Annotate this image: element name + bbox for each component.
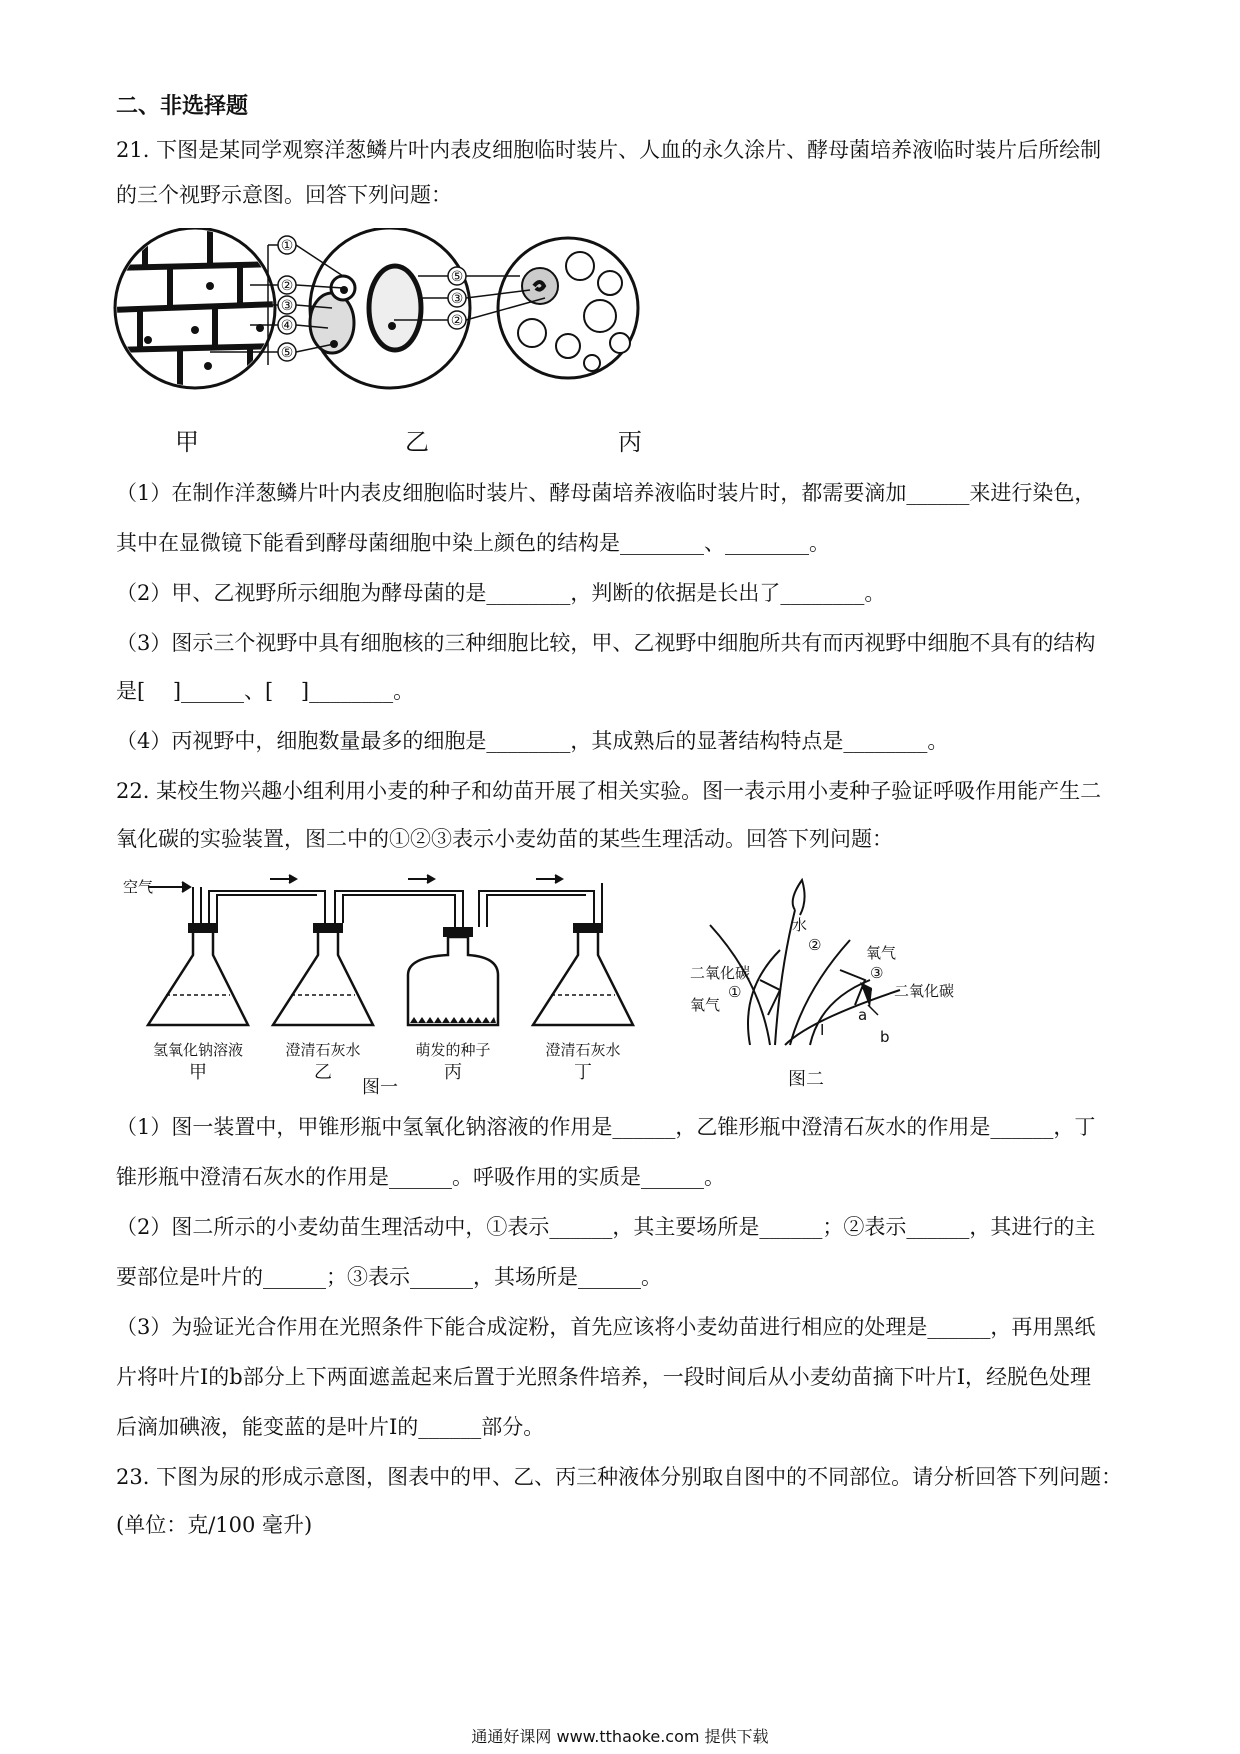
- fig2-num-1: ①: [728, 983, 742, 1001]
- q22-stem-line1: 22. 某校生物兴趣小组利用小麦的种子和幼苗开展了相关实验。图一表示用小麦种子验证呼吸作用能产生二: [116, 779, 1102, 803]
- fig2-o2-left: 氧气: [690, 996, 721, 1014]
- q21-part2: （2）甲、乙视野所示细胞为酵母菌的是________，判断的依据是长出了________。: [116, 581, 886, 605]
- q22-figure-1-apparatus: [118, 865, 678, 1095]
- flask-ding-name: 丁: [574, 1062, 592, 1083]
- q23-stem-line2: (单位：克/100 毫升): [116, 1513, 313, 1537]
- section-title: 二、非选择题: [116, 94, 249, 119]
- q21-part1-line2: 其中在显微镜下能看到酵母菌细胞中染上颜色的结构是________、________。: [116, 531, 830, 555]
- q21-part3-line1: （3）图示三个视野中具有细胞核的三种细胞比较，甲、乙视野中细胞所共有而丙视野中细胞不具有的结构: [116, 631, 1096, 655]
- q21-stem-line1: 21. 下图是某同学观察洋葱鳞片叶内表皮细胞临时装片、人血的永久涂片、酵母菌培养液临时装片后所绘制: [116, 138, 1102, 162]
- fig2-num-2: ②: [808, 936, 822, 954]
- q22-part2-line1: （2）图二所示的小麦幼苗生理活动中，①表示______，其主要场所是______；②表示______，其进行的主: [116, 1215, 1096, 1239]
- flask-yi-name: 乙: [314, 1062, 332, 1083]
- q22-part3-line2: 片将叶片I的b部分上下两面遮盖起来后置于光照条件培养，一段时间后从小麦幼苗摘下叶片I，经脱色处理: [116, 1365, 1092, 1389]
- flask-bing-content: 萌发的种子: [415, 1041, 491, 1059]
- q21-stem-line2: 的三个视野示意图。回答下列问题：: [116, 183, 452, 207]
- field-yi: [310, 228, 470, 388]
- caption-jia: 甲: [175, 428, 199, 456]
- q22-figure-2-wheat: [690, 870, 980, 1095]
- label-5-right: ⑤: [450, 269, 464, 285]
- fig2-o2-right: 氧气: [866, 944, 897, 962]
- fig2-caption: 图二: [788, 1069, 824, 1090]
- q21-part1-line1: （1）在制作洋葱鳞片叶内表皮细胞临时装片、酵母菌培养液临时装片时，都需要滴加______来进行染色，: [116, 481, 1096, 505]
- flask-bing-name: 丙: [444, 1062, 462, 1083]
- q21-microscope-figure: [100, 228, 720, 463]
- label-3: ③: [280, 298, 294, 314]
- label-4: ④: [280, 318, 294, 334]
- flask-ding-content: 澄清石灰水: [545, 1041, 621, 1059]
- q22-stem-line2: 氧化碳的实验装置，图二中的①②③表示小麦幼苗的某些生理活动。回答下列问题：: [116, 827, 893, 851]
- page-footer: 通通好课网 www.tthaoke.com 提供下载: [471, 1727, 769, 1746]
- q21-part4: （4）丙视野中，细胞数量最多的细胞是________，其成熟后的显著结构特点是________。: [116, 729, 949, 753]
- fig2-co2-right: 二氧化碳: [894, 982, 955, 1000]
- label-5: ⑤: [280, 345, 294, 361]
- label-3-right: ③: [450, 291, 464, 307]
- flask-jia-name: 甲: [189, 1062, 207, 1083]
- q22-part3-line3: 后滴加碘液，能变蓝的是叶片I的______部分。: [116, 1415, 545, 1439]
- q23-stem-line1: 23. 下图为尿的形成示意图，图表中的甲、乙、丙三种液体分别取自图中的不同部位。请分析回答下列问题：: [116, 1465, 1123, 1489]
- fig1-caption: 图一: [362, 1077, 398, 1095]
- q22-part1-line2: 锥形瓶中澄清石灰水的作用是______。呼吸作用的实质是______。: [116, 1165, 725, 1189]
- q22-part3-line1: （3）为验证光合作用在光照条件下能合成淀粉，首先应该将小麦幼苗进行相应的处理是______，再用黑纸: [116, 1315, 1096, 1339]
- label-1: ①: [280, 238, 294, 254]
- fig2-label-a: a: [858, 1006, 868, 1024]
- q21-part3-line2: 是[ ]______、[ ]________。: [116, 679, 415, 703]
- field-bing: [498, 238, 638, 378]
- caption-yi: 乙: [405, 428, 429, 456]
- fig2-label-b: b: [880, 1028, 890, 1046]
- field-jia: [110, 228, 280, 398]
- q22-part1-line1: （1）图一装置中，甲锥形瓶中氢氧化钠溶液的作用是______，乙锥形瓶中澄清石灰水的作用是______，丁: [116, 1115, 1096, 1139]
- fig2-co2-left: 二氧化碳: [690, 964, 751, 982]
- air-label: 空气: [122, 878, 154, 896]
- fig2-leaf-I: I: [820, 1021, 825, 1039]
- fig2-num-3: ③: [870, 964, 884, 982]
- label-2-right: ②: [450, 313, 464, 329]
- label-2: ②: [280, 278, 294, 294]
- q22-part2-line2: 要部位是叶片的______；③表示______，其场所是______。: [116, 1265, 662, 1289]
- flask-jia-content: 氢氧化钠溶液: [152, 1041, 244, 1059]
- fig2-water: 水: [792, 916, 808, 934]
- caption-bing: 丙: [618, 428, 642, 456]
- flask-yi-content: 澄清石灰水: [285, 1041, 361, 1059]
